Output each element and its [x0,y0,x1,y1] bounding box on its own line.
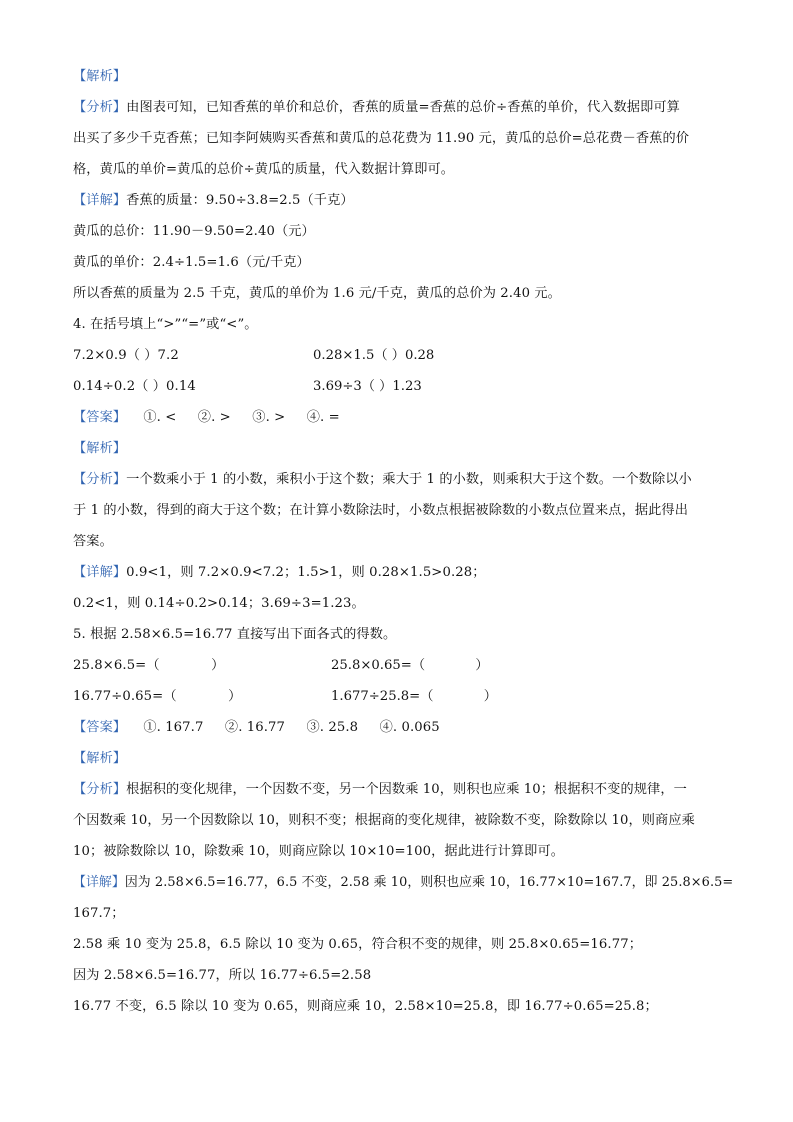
line-15: 于 1 的小数，得到的商大于这个数；在计算小数除法时，小数点根据被除数的小数点位置来点，据此得出 [73,503,689,518]
section-tag: 【详解】 [73,875,125,890]
answer-line: 【答案】 ①. < ②. > ③. > ④. = [73,410,340,425]
line-26: 10；被除数除以 10，除数乘 10，则商应除以 10×10=100，据此进行计算即可。 [73,844,565,859]
line-20: 25.8×6.5=（ ） [73,658,225,673]
q4-item-b: 0.28×1.5（ ）0.28 [313,348,435,363]
line-24: 【分析】根据积的变化规律，一个因数不变，另一个因数乘 10，则积也应乘 10；根据积不变的规律，一 [73,782,687,797]
line-10: 7.2×0.9（ ）7.2 [73,348,179,363]
line-8: 所以香蕉的质量为 2.5 千克，黄瓜的单价为 1.6 元/千克，黄瓜的总价为 2.40 元。 [73,286,561,301]
q4-item-d: 3.69÷3（ ）1.23 [313,379,422,394]
line-27: 【详解】因为 2.58×6.5=16.77，6.5 不变，2.58 乘 10，则积也应乘 10，16.77×10=167.7，即 25.8×6.5= [73,875,734,890]
section-tag: 【解析】 [73,441,127,456]
question-5: 5. 根据 2.58×6.5=16.77 直接写出下面各式的得数。 [73,627,397,642]
line-14: 【分析】一个数乘小于 1 的小数，乘积小于这个数；乘大于 1 的小数，则乘积大于这个数。一个数除以小 [73,472,692,487]
line-28: 167.7； [73,906,125,921]
line-4: 格，黄瓜的单价=黄瓜的总价÷黄瓜的质量，代入数据计算即可。 [73,162,455,177]
line-18: 0.2<1，则 0.14÷0.2>0.14；3.69÷3=1.23。 [73,596,365,611]
line-30: 因为 2.58×6.5=16.77，所以 16.77÷6.5=2.58 [73,968,372,983]
section-tag: 【答案】 [73,410,127,425]
line-25: 个因数乘 10，另一个因数除以 10，则积不变；根据商的变化规律，被除数不变，除数除以 10，则商应乘 [73,813,695,828]
line-5: 【详解】香蕉的质量：9.50÷3.8=2.5（千克） [73,193,354,208]
line-21: 16.77÷0.65=（ ） [73,689,242,704]
section-tag: 【详解】 [73,565,127,580]
section-tag: 【详解】 [73,193,127,208]
section-tag: 【解析】 [73,751,127,766]
q5-item-b: 25.8×0.65=（ ） [331,658,489,673]
line-6: 黄瓜的总价：11.90－9.50=2.40（元） [73,224,315,239]
section-tag: 【答案】 [73,720,127,735]
line-1 [73,68,126,86]
section-tag: 【分析】 [73,782,127,797]
answer-line: 【答案】 ①. 167.7 ②. 16.77 ③. 25.8 ④. 0.065 [73,720,440,735]
section-tag: 【分析】 [73,472,127,487]
section-tag: 【解析】 [73,69,127,84]
line-29: 2.58 乘 10 变为 25.8，6.5 除以 10 变为 0.65，符合积不变的规律，则 25.8×0.65=16.77； [73,937,642,952]
line-31: 16.77 不变，6.5 除以 10 变为 0.65，则商应乘 10，2.58×10=25.8，即 16.77÷0.65=25.8； [73,999,658,1014]
q5-item-d: 1.677÷25.8=（ ） [331,689,497,704]
line-13 [73,440,126,458]
line-23 [73,750,126,768]
question-4: 4. 在括号填上“>”“=”或“<”。 [73,317,258,332]
line-11: 0.14÷0.2（ ）0.14 [73,379,196,394]
section-tag: 【分析】 [73,100,127,115]
line-2: 【分析】由图表可知，已知香蕉的单价和总价，香蕉的质量=香蕉的总价÷香蕉的单价，代入数据即可算 [73,100,680,115]
line-7: 黄瓜的单价：2.4÷1.5=1.6（元/千克） [73,255,310,270]
line-17: 【详解】0.9<1，则 7.2×0.9<7.2；1.5>1，则 0.28×1.5>0.28； [73,565,486,580]
line-16: 答案。 [73,534,113,549]
line-3: 出买了多少千克香蕉；已知李阿姨购买香蕉和黄瓜的总花费为 11.90 元，黄瓜的总价=总花费－香蕉的价 [73,131,690,146]
